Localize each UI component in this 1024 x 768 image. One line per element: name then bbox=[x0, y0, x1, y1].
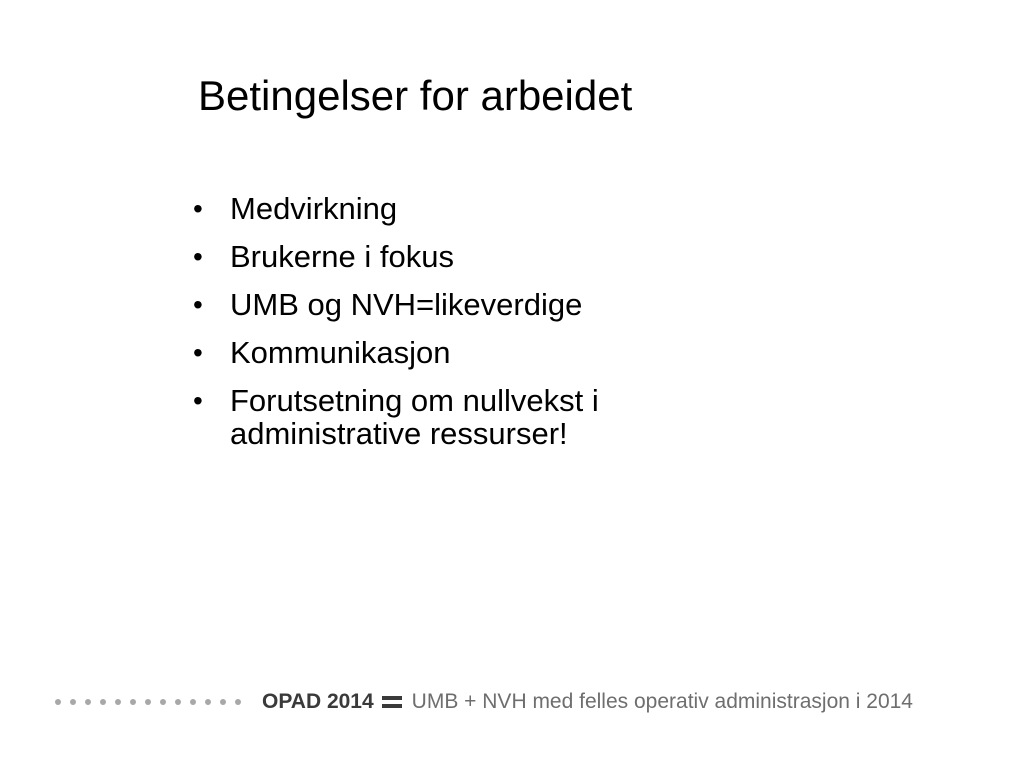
footer-tagline: UMB + NVH med felles operativ administrasjon i 2014 bbox=[411, 690, 913, 713]
bullet-icon: • bbox=[193, 193, 203, 224]
bullet-icon: • bbox=[193, 289, 203, 320]
bullet-text: Kommunikasjon bbox=[230, 335, 451, 370]
bullet-item bbox=[190, 240, 710, 273]
dotted-line-icon bbox=[55, 699, 250, 705]
bullet-item bbox=[190, 192, 710, 225]
bullet-item bbox=[190, 288, 710, 321]
bullet-text: UMB og NVH=likeverdige bbox=[230, 287, 583, 322]
bullet-icon: • bbox=[193, 241, 203, 272]
bullet-text: Medvirkning bbox=[230, 191, 398, 226]
equals-icon bbox=[382, 694, 402, 710]
bullet-list bbox=[190, 192, 710, 465]
bullet-text: Forutsetning om nullvekst i administrative ressurser! bbox=[230, 383, 599, 451]
footer bbox=[55, 686, 913, 718]
bullet-item bbox=[190, 384, 710, 450]
bullet-icon: • bbox=[193, 385, 203, 416]
bullet-icon: • bbox=[193, 337, 203, 368]
bullet-text: Brukerne i fokus bbox=[230, 239, 454, 274]
slide-title: Betingelser for arbeidet bbox=[198, 72, 633, 119]
bullet-item bbox=[190, 336, 710, 369]
footer-brand: OPAD 2014 bbox=[262, 690, 374, 713]
